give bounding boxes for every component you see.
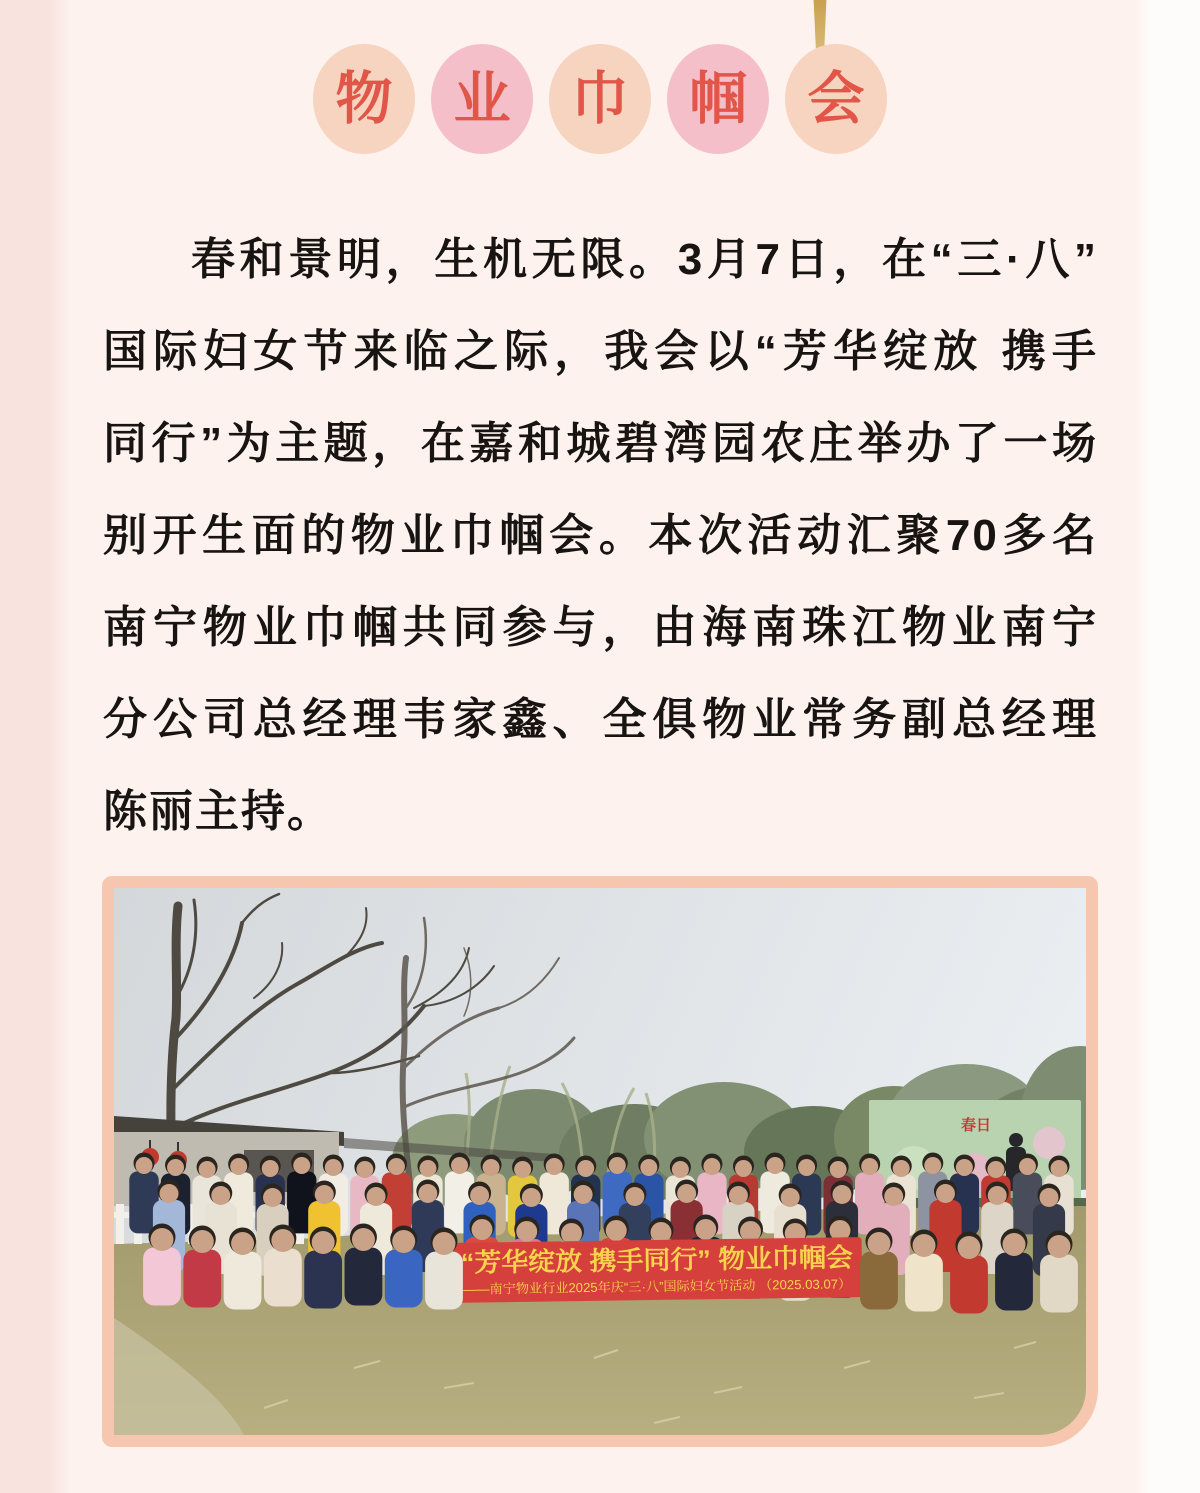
article-line: 别开生面的物业巾帼会。本次活动汇聚70多名 <box>103 511 1098 560</box>
title-char-circle <box>431 44 533 154</box>
event-banner <box>452 1237 863 1303</box>
group-photo <box>114 888 1086 1435</box>
article-line: 国际妇女节来临之际，我会以“芳华绽放 携手 <box>103 327 1098 376</box>
title-char: 会 <box>807 66 865 131</box>
article-line: 春和景明，生机无限。3月7日，在“三·八” <box>191 235 1098 284</box>
title-char: 物 <box>335 66 393 131</box>
title-char-circle <box>667 44 769 154</box>
article-line: 分公司总经理韦家鑫、全俱物业常务副总经理 <box>103 695 1098 744</box>
title-char: 业 <box>453 66 511 131</box>
page-title <box>0 44 1200 154</box>
banner-text-line1: “芳华绽放 携手同行” 物业巾帼会 <box>460 1242 840 1278</box>
title-char: 巾 <box>571 66 629 131</box>
banner-text-line2: ——南宁物业行业2025年庆“三·八”国际妇女节活动 （2025.03.07） <box>463 1276 847 1297</box>
article-body <box>103 214 1098 858</box>
photo-frame <box>102 876 1098 1447</box>
title-char-circle <box>785 44 887 154</box>
photographer <box>1009 1133 1023 1147</box>
title-char-circle <box>549 44 651 154</box>
title-char: 帼 <box>689 66 747 131</box>
article-line: 同行”为主题，在嘉和城碧湾园农庄举办了一场 <box>103 419 1098 468</box>
title-char-circle <box>313 44 415 154</box>
billboard-text: 春日 <box>960 1117 992 1134</box>
article-line: 南宁物业巾帼共同参与，由海南珠江物业南宁 <box>103 603 1098 652</box>
article-line: 陈丽主持。 <box>103 787 333 836</box>
